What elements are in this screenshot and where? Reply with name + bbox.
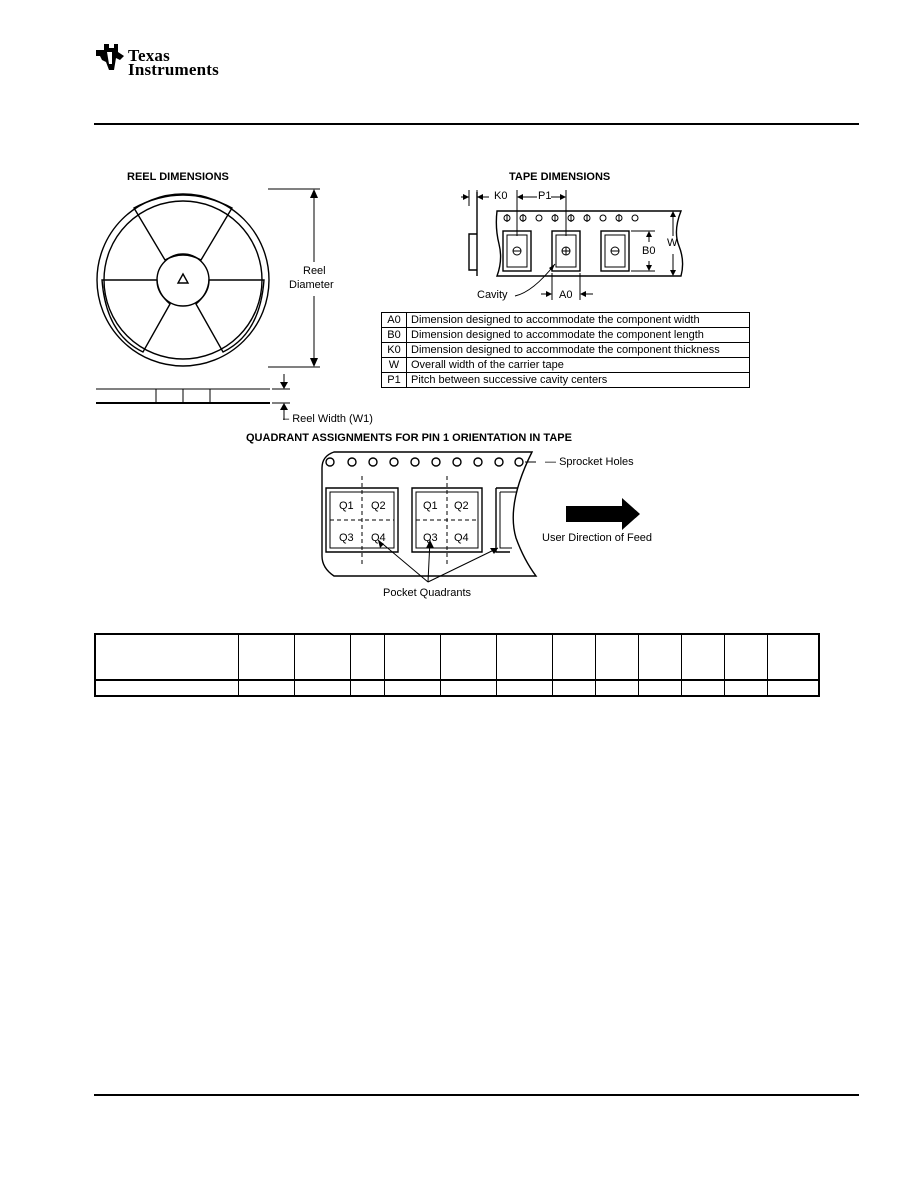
dim-desc: Dimension designed to accommodate the component length: [407, 328, 750, 343]
table-cell: [497, 634, 553, 680]
footer-rule: [94, 1094, 859, 1096]
table-cell: [725, 680, 768, 696]
tape-a0-label: A0: [559, 289, 573, 301]
dimension-definitions-table: [381, 312, 750, 388]
table-row: [382, 358, 750, 373]
quadrant-heading: QUADRANT ASSIGNMENTS FOR PIN 1 ORIENTATION IN TAPE: [246, 432, 572, 444]
reel-diagram: [88, 184, 348, 434]
pocket-quadrants-label: Pocket Quadrants: [383, 587, 472, 599]
dim-code: P1: [382, 373, 407, 388]
pocket2-q1: Q1: [423, 500, 438, 512]
pocket2-q4: Q4: [454, 532, 469, 544]
table-cell: [239, 634, 295, 680]
dim-desc: Overall width of the carrier tape: [407, 358, 750, 373]
table-header-row: [95, 634, 819, 680]
table-row: [382, 373, 750, 388]
sprocket-holes-label: — Sprocket Holes: [545, 456, 634, 468]
table-cell: [95, 680, 239, 696]
pocket1-q1: Q1: [339, 500, 354, 512]
table-cell: [351, 680, 385, 696]
tape-w-label: W: [667, 237, 678, 249]
quadrant-diagram: [310, 448, 653, 588]
tape-reel-info-table: [94, 633, 820, 697]
reel-heading: REEL DIMENSIONS: [127, 171, 229, 183]
table-cell: [497, 680, 553, 696]
dim-code: A0: [382, 313, 407, 328]
header-rule: [94, 123, 859, 125]
dim-code: K0: [382, 343, 407, 358]
table-cell: [441, 634, 497, 680]
table-cell: [682, 634, 725, 680]
tape-heading: TAPE DIMENSIONS: [509, 171, 611, 183]
table-cell: [768, 680, 820, 696]
tape-b0-label: B0: [642, 245, 656, 257]
table-cell: [385, 680, 441, 696]
table-cell: [596, 680, 639, 696]
logo-line1: Texas: [128, 46, 170, 65]
dim-desc: Dimension designed to accommodate the component width: [407, 313, 750, 328]
pocket1-q4: Q4: [371, 532, 386, 544]
dim-desc: Pitch between successive cavity centers: [407, 373, 750, 388]
table-cell: [295, 634, 351, 680]
table-row: [382, 328, 750, 343]
table-cell: [725, 634, 768, 680]
table-cell: [295, 680, 351, 696]
tape-cavity-label: Cavity: [477, 289, 508, 301]
table-cell: [441, 680, 497, 696]
table-cell: [768, 634, 820, 680]
table-row: [382, 343, 750, 358]
feed-direction-label: User Direction of Feed: [542, 532, 653, 544]
logo-line2: Instruments: [128, 60, 219, 79]
table-cell: [682, 680, 725, 696]
table-row: [382, 313, 750, 328]
reel-diameter-label-1: Reel: [303, 265, 326, 277]
pocket2-q2: Q2: [454, 500, 469, 512]
reel-width-label: – Reel Width (W1): [283, 413, 373, 425]
table-row: [95, 680, 819, 696]
tape-k0-label: K0: [494, 190, 508, 202]
reel-diameter-label-2: Diameter: [289, 279, 334, 291]
pocket2-q3: Q3: [423, 532, 438, 544]
table-cell: [553, 634, 596, 680]
dim-desc: Dimension designed to accommodate the component thickness: [407, 343, 750, 358]
tape-p1-label: P1: [538, 190, 552, 202]
ti-logo-icon: [94, 42, 126, 72]
table-cell: [95, 634, 239, 680]
table-cell: [596, 634, 639, 680]
table-cell: [351, 634, 385, 680]
table-cell: [639, 680, 682, 696]
pocket1-q2: Q2: [371, 500, 386, 512]
tape-diagram: [455, 186, 695, 306]
table-cell: [385, 634, 441, 680]
dim-code: W: [382, 358, 407, 373]
table-cell: [553, 680, 596, 696]
table-cell: [239, 680, 295, 696]
table-cell: [639, 634, 682, 680]
pocket1-q3: Q3: [339, 532, 354, 544]
dim-code: B0: [382, 328, 407, 343]
